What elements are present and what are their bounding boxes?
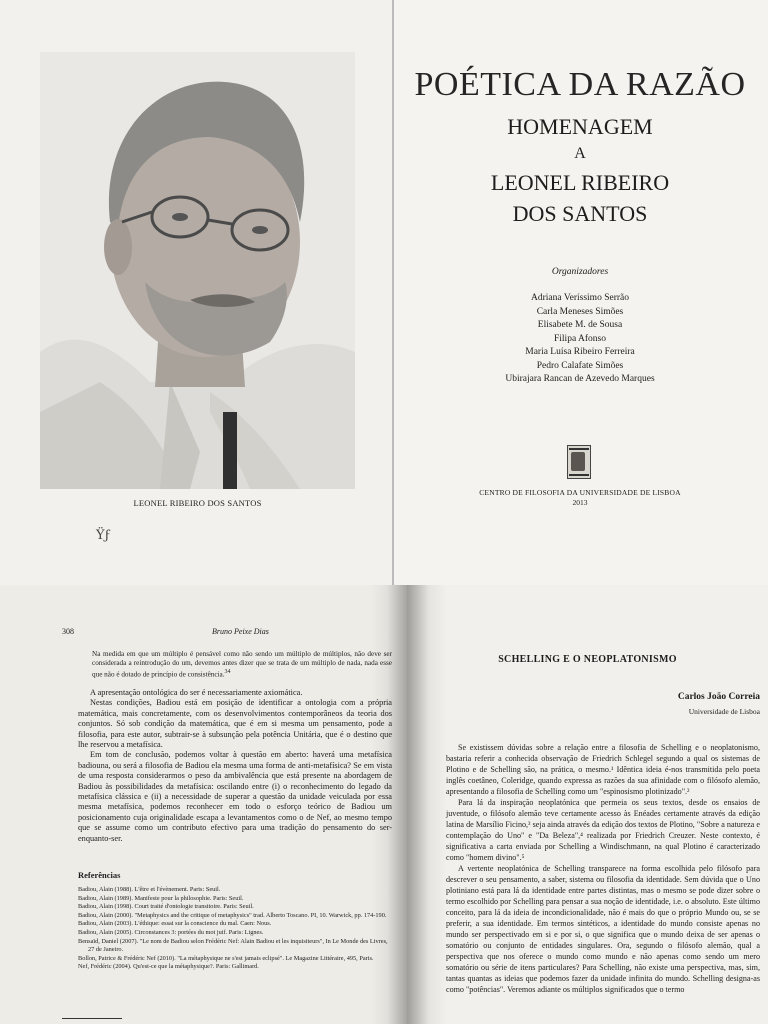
references-list: [78, 886, 392, 972]
reference-item: Nef, Frédéric (2004). Qu'est-ce que la métaphysique?. Paris: Gallimard.: [78, 963, 259, 971]
paragraph: Se existissem dúvidas sobre a relação entre a filosofia de Schelling e o neoplatonismo, bastaria referir a conhecida observação de Friedrich Schlegel segundo a qual os sistemas de Plotino e de Schelling são, na prática, o mesmo.¹ Idêntica ideia é-nos transmitida pelo poeta inglês coetâneo, Coleridge, quando expressa as razões da sua afinidade com o filósofo alemão, apresentando a filosofia de Schelling como um "espinosismo plotinizado".²: [446, 743, 760, 796]
reference-item: Badiou, Alain (2005). Circonstances 3: portées du mot juif. Paris: Lignes.: [78, 928, 264, 936]
subtitle-line: LEONEL RIBEIRO: [490, 170, 670, 195]
publication-year: 2013: [572, 498, 588, 507]
article-body: [446, 742, 760, 995]
organizer-name: Pedro Calafate Simões: [536, 360, 624, 371]
footnote-rule: [62, 1018, 122, 1019]
portrait-photo: [40, 52, 355, 489]
publisher-name: CENTRO DE FILOSOFIA DA UNIVERSIDADE DE LISBOA: [479, 488, 681, 497]
block-quote: Na medida em que um múltiplo é pensável como não sendo um múltiplo de múltiplos, não deve ser considerada a reintrodução do um, devemos antes dizer que se trata de um múltiplo de nada, nada esse que não é dotado de princípio de consistência.$^{34}$: [92, 650, 392, 679]
organizer-name: Adriana Veríssimo Serrão: [531, 293, 629, 303]
subtitle-line: DOS SANTOS: [512, 201, 648, 226]
reference-item: Badiou, Alain (2003). L'éthique: essai sur la conscience du mal. Caen: Nous.: [78, 920, 272, 928]
author-affiliation: Universidade de Lisboa: [688, 707, 760, 716]
paragraph: A apresentação ontológica do ser é necessariamente axiomática.: [90, 688, 303, 697]
publisher-logo-icon: [567, 445, 591, 479]
paragraph: Nestas condições, Badiou está em posição de identificar a ontologia com a própria matemática, mais concretamente, com os desenvolvimentos contemporâneos da teoria dos conjuntos. Só sob condição da matemática, que é em si mesma um pensamento, pode a filosofia, para este autor, subtrair-se à subsunção pela potência Unitária, que é o destino que lhe reservou a metafísica.: [78, 698, 392, 750]
photo-caption: LEONEL RIBEIRO DOS SANTOS: [133, 498, 262, 508]
book-title: POÉTICA DA RAZÃO: [414, 66, 746, 103]
body-text: [78, 688, 392, 844]
paragraph: Para lá da inspiração neoplatónica que permeia os seus textos, desde os ensaios de juventude, o filósofo alemão teve certamente acesso às Enéades certamente através da edição latina de Marsílio Ficino,³ seja ainda através da edição dos textos de Plotino, "Sobre a natureza e contemplação do Uno" e "Da Beleza",⁴ realizada por Friedrich Creuzer. Neste contexto, é significativa a carta enviada por Schelling a Windischmann, na qual Plotino é caracterizado como "homem divino".⁵: [446, 798, 760, 862]
handwritten-mark: Ϋϝ: [96, 528, 111, 543]
subtitle-line: A: [574, 145, 586, 162]
subtitle-line: HOMENAGEM: [507, 114, 653, 139]
page-number: 308: [62, 627, 74, 636]
paragraph: A vertente neoplatónica de Schelling transparece na forma escolhida pelo filósofo para descrever o seu pensamento, a saber, sistema ou filosofia da identidade. Sem dúvida que o Uno plotiniano está para lá da identidade entre partes distintas, mas o mesmo se pode dizer sobre o termo escolhido por Schelling para pensar a sua noção de identidade, i.e. o absoluto. Este último conceito, para lá da ideia de incondicionalidade, não é mais do que o próprio Mundo ou, se se preferir, a sua identidade. Em termos sintéticos, a identidade do mundo consiste apenas no mundo ser perspectivado em si e por si, o que significa que o mundo deixa de ser apenas o somatório ou conjunto de entidades singulares. Ora, segundo o filósofo alemão, qual a perspectiva que nos oferece o mundo como mundo e não apenas como sendo um mero somatório ou série de itens particulares? Para Schelling, não existe uma perspectiva, mas, sim, tantas quantas as ideias que podemos fazer da unidade infinita do mundo. Schelling designa-as como "potências". Veremos adiante os múltiplos significados que o termo: [446, 864, 760, 994]
running-head: Bruno Peixe Dias: [212, 627, 269, 636]
article-author: Carlos João Correia: [677, 692, 760, 702]
reference-item: Bollon, Patrice & Frédéric Nef (2010). "La métaphysique ne s'est jamais eclipsé". Le Magazine Littéraire, 495, Paris.: [78, 954, 374, 962]
organizers-label: Organizadores: [551, 267, 609, 277]
organizer-name: Filipa Afonso: [554, 333, 606, 344]
reference-item: Bensaïd, Daniel (2007). "Le nom de Badiou selon Frédéric Nef: Alain Badiou et les inquisiteurs", In Le Monde des Livres, 27 de Janeiro.: [78, 937, 388, 954]
reference-item: Badiou, Alain (1988). L'être et l'évènement. Paris: Seuil.: [78, 886, 221, 893]
footnote-ref: 34: [224, 669, 231, 676]
article-title: SCHELLING E O NEOPLATONISMO: [498, 654, 677, 665]
organizer-name: Elisabete M. de Sousa: [537, 320, 623, 330]
reference-item: Badiou, Alain (1989). Manifeste pour la philosophie. Paris: Seuil.: [78, 894, 244, 902]
organizer-name: Carla Meneses Simões: [536, 306, 624, 317]
references-heading: Referências: [78, 870, 121, 880]
organizer-name: Maria Luísa Ribeiro Ferreira: [525, 347, 635, 357]
organizer-name: Ubirajara Rancan de Azevedo Marques: [505, 374, 655, 384]
portrait-illustration: [40, 52, 355, 489]
organizers-list: [392, 292, 768, 387]
reference-item: Badiou, Alain (1998). Court traité d'ontologie transitoire. Paris: Seuil.: [78, 903, 254, 911]
paragraph: Em tom de conclusão, podemos voltar à questão em aberto: haverá uma metafísica badiouna, ou será a filosofia de Badiou ela mesma uma forma de anti-metafísica? Se em vista de uma resposta considerarmos o peso da ambivalência que está presente na abordagem de Badiou às possibilidades da metafísica: oscilando entre (i) o reconhecimento do legado da metafísica clássica e (ii) a necessidade de superar a questão da unidade veiculada por essa mesma metafísica, podemos reconhecer em todo o esforço teórico de Badiou um posicionamento cuja originalidade escapa a levantamentos como o de Nef, ao mesmo tempo que se assume como um contributo efectivo para uma tradição do pensamento do ser-enquanto-ser.: [78, 750, 392, 843]
reference-item: Badiou, Alain (2000). "Metaphysics and the critique of metaphysics" trad. Alberto Toscano. PI, 10. Warwick, pp. 174-190.: [78, 911, 387, 919]
